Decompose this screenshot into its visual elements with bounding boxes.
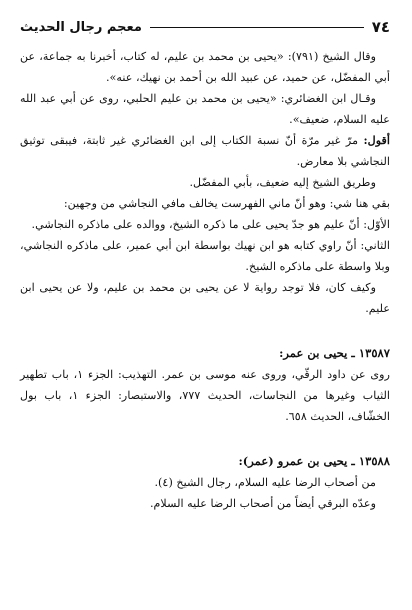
entry-text: روى عن داود الرقّي، وروى عنه موسى بن عمر. التهذيب: الجزء ١، باب تطهير الثياب وغيرها من النجاسات، الحديث ٧٧٧، والاستبصار: الجزء ١، باب بول الخشّاف، الحديث ٦٥٨.: [20, 368, 390, 423]
running-title: معجم رجال الحديث: [20, 19, 142, 35]
paragraph-first-point: الأوّل: أنّ عليم هو جدّ يحيى على ما ذكره الشيخ، ووالده على ماذكره النجاشي.: [31, 218, 390, 231]
page-body: [20, 46, 390, 514]
paragraph-aqulu: [20, 130, 390, 172]
entry-line: من أصحاب الرضا عليه السلام، رجال الشيخ (٤).: [154, 476, 376, 489]
aqulu-text: مرّ غير مرّة أنّ نسبة الكتاب إلى ابن الغضائري غير ثابتة، فيبقى توثيق النجاشي بلا معارض.: [20, 134, 390, 168]
paragraph-sheikh-route: وطريق الشيخ إليه ضعيف، بأبي المفضّل.: [189, 176, 376, 189]
entry-heading: ١٣٥٨٨ ـ يحيى بن عمرو (عمر):: [238, 454, 390, 468]
page-header: [20, 14, 390, 40]
paragraph-ghadairi-quote: وقـال ابن الغضائري: «يحيى بن محمد بن عليم الحلبي، روى عن أبي عبد الله عليه السلام، ضعيف».: [20, 92, 390, 126]
paragraph-sheikh-quote: وقال الشيخ (٧٩١): «يحيى بن محمد بن عليم، له كتاب، أخبرنا به جماعة، عن أبي المفضّل، عن حميد، عن عبيد الله بن أحمد بن نهيك، عنه».: [20, 50, 390, 84]
entry-line: وعدّه البرقي أيضاً من أصحاب الرضا عليه السلام.: [149, 497, 376, 510]
paragraph-conclusion: وكيف كان، فلا توجد رواية لا عن يحيى بن محمد بن عليم، ولا عن يحيى ابن عليم.: [20, 281, 390, 315]
header-rule: [150, 27, 364, 28]
entry-13588: [20, 451, 390, 514]
entry-13587: [20, 343, 390, 427]
paragraph-second-point: الثاني: أنّ راوي كتابه هو ابن نهيك بواسطة ابن أبي عمير، على ماذكره النجاشي، وبلا واسطة على ماذكره الشيخ.: [20, 239, 390, 273]
page-number: ٧٤: [371, 18, 390, 36]
entry-heading: ١٣٥٨٧ ـ يحيى بن عمر:: [279, 346, 390, 360]
aqulu-lead: أقول:: [363, 133, 390, 147]
paragraph-remaining-issue: بقي هنا شي: وهو أنّ ماني الفهرست يخالف مافي النجاشي من وجهين:: [63, 197, 390, 210]
